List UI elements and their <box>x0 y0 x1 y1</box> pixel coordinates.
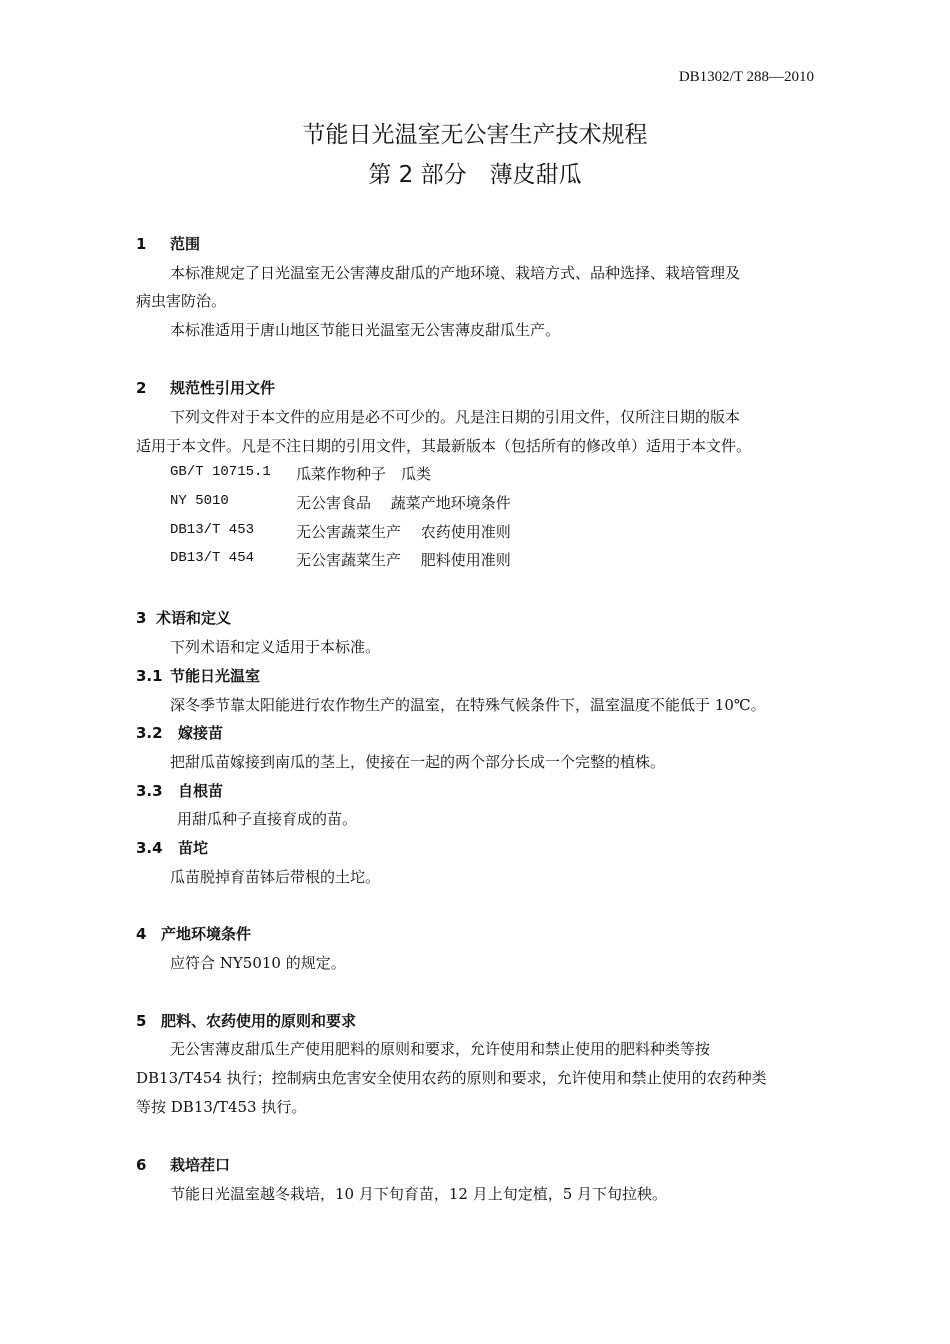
section-number: 6 <box>136 1156 147 1174</box>
paragraph: 适用于本文件。凡是不注日期的引用文件，其最新版本（包括所有的修改单）适用于本文件。 <box>136 437 752 455</box>
reference-code: DB13/T 453 <box>170 522 255 538</box>
paragraph: 应符合 NY5010 的规定。 <box>170 954 346 972</box>
section-title: 范围 <box>170 235 201 253</box>
section-4-heading <box>136 923 251 944</box>
term-title: 自根苗 <box>178 782 224 800</box>
section-3-heading <box>136 607 231 628</box>
reference-code: DB13/T 454 <box>170 550 255 566</box>
term-number: 3.1 <box>136 667 163 685</box>
paragraph: 等按 DB13/T453 执行。 <box>136 1098 307 1116</box>
term-heading <box>136 665 260 686</box>
term-definition: 用甜瓜种子直接育成的苗。 <box>177 810 358 828</box>
section-title: 规范性引用文件 <box>170 379 276 397</box>
term-title: 节能日光温室 <box>170 667 261 685</box>
section-number: 3 <box>136 609 147 627</box>
paragraph: 本标准适用于唐山地区节能日光温室无公害薄皮甜瓜生产。 <box>170 321 561 339</box>
term-number: 3.3 <box>136 782 163 800</box>
paragraph: DB13/T454 执行；控制病虫危害安全使用农药的原则和要求，允许使用和禁止使用的农药种类 <box>136 1069 767 1087</box>
section-title: 肥料、农药使用的原则和要求 <box>161 1012 357 1030</box>
paragraph: 下列文件对于本文件的应用是必不可少的。凡是注日期的引用文件，仅所注日期的版本 <box>170 408 741 426</box>
document-subtitle: 第 2 部分 薄皮甜瓜 <box>368 162 582 188</box>
section-1-heading <box>136 233 200 254</box>
section-6-heading <box>136 1154 230 1175</box>
term-number: 3.2 <box>136 724 163 742</box>
section-title: 产地环境条件 <box>161 925 252 943</box>
section-title: 术语和定义 <box>156 609 232 627</box>
term-title: 嫁接苗 <box>178 724 224 742</box>
paragraph: 病虫害防治。 <box>136 292 227 310</box>
term-title: 苗坨 <box>178 839 209 857</box>
standard-code: DB1302/T 288—2010 <box>678 69 814 85</box>
reference-code: NY 5010 <box>170 493 229 509</box>
section-5-heading <box>136 1010 356 1031</box>
reference-title: 瓜菜作物种子 瓜类 <box>296 465 432 483</box>
paragraph: 下列术语和定义适用于本标准。 <box>170 638 381 656</box>
section-number: 1 <box>136 235 147 253</box>
term-definition: 深冬季节靠太阳能进行农作物生产的温室，在特殊气候条件下，温室温度不能低于 10℃。 <box>170 696 766 714</box>
reference-code: GB/T 10715.1 <box>170 464 271 480</box>
paragraph: 节能日光温室越冬栽培，10 月下旬育苗，12 月上旬定植，5 月下旬拉秧。 <box>170 1185 668 1203</box>
section-2-heading <box>136 377 275 398</box>
section-number: 5 <box>136 1012 147 1030</box>
term-heading <box>136 722 223 743</box>
reference-title: 无公害蔬菜生产 农药使用准则 <box>296 523 511 541</box>
section-title: 栽培茬口 <box>170 1156 231 1174</box>
term-number: 3.4 <box>136 839 163 857</box>
term-heading <box>136 780 223 801</box>
paragraph: 本标准规定了日光温室无公害薄皮甜瓜的产地环境、栽培方式、品种选择、栽培管理及 <box>170 264 741 282</box>
term-definition: 瓜苗脱掉育苗钵后带根的土坨。 <box>170 868 381 886</box>
term-heading <box>136 837 208 858</box>
section-number: 4 <box>136 925 147 943</box>
section-number: 2 <box>136 379 147 397</box>
reference-title: 无公害食品 蔬菜产地环境条件 <box>296 494 511 512</box>
term-definition: 把甜瓜苗嫁接到南瓜的茎上，使接在一起的两个部分长成一个完整的植株。 <box>170 753 666 771</box>
document-title: 节能日光温室无公害生产技术规程 <box>302 122 648 148</box>
paragraph: 无公害薄皮甜瓜生产使用肥料的原则和要求，允许使用和禁止使用的肥料种类等按 <box>170 1040 711 1058</box>
reference-title: 无公害蔬菜生产 肥料使用准则 <box>296 551 511 569</box>
